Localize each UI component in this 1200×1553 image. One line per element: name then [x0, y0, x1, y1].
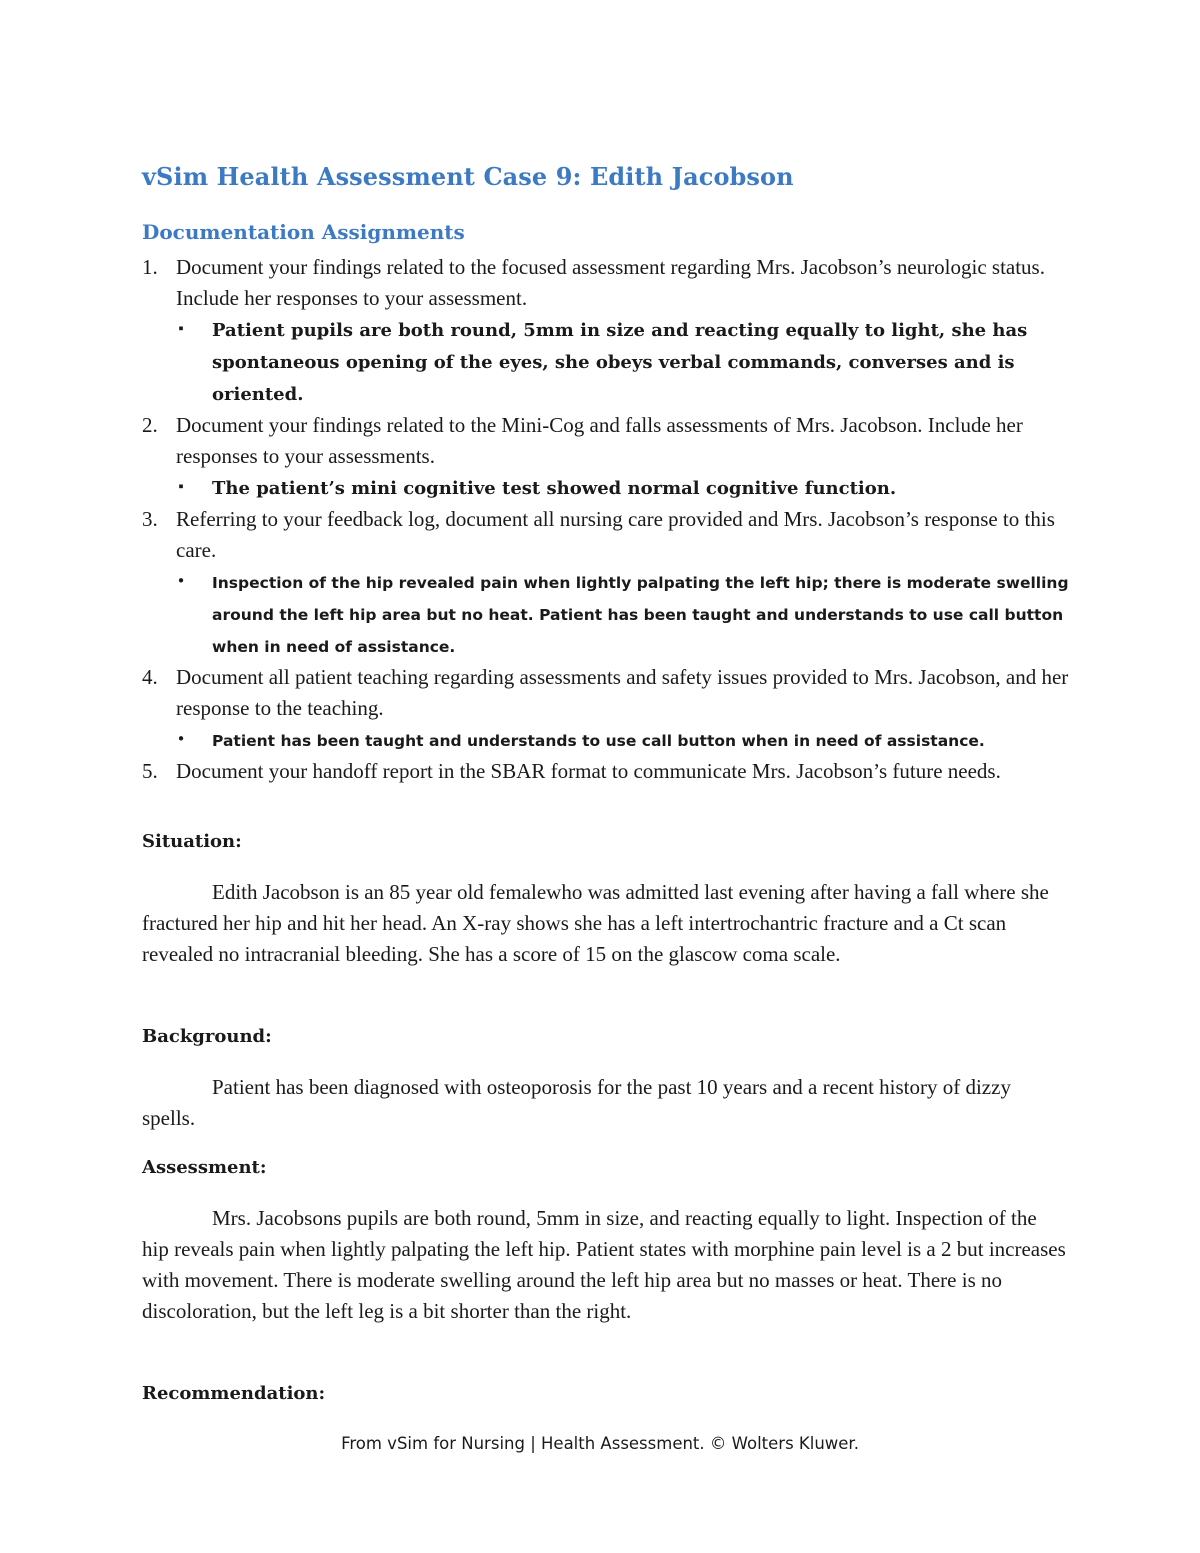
assignment-item-4 [142, 662, 1072, 724]
answer-text: Inspection of the hip revealed pain when lightly palpating the left hip; there is moderate swelling around the left hip area but no heat. Patient has been taught and understands to use call button when in need of assistance. [212, 574, 1069, 656]
answer-text: Patient pupils are both round, 5mm in size and reacting equally to light, she has spontaneous opening of the eyes, she obeys verbal commands, converses and is oriented. [212, 320, 1028, 405]
situation-heading: Situation: [142, 831, 242, 852]
section-heading: Documentation Assignments [142, 220, 465, 244]
item-number: 5. [142, 759, 158, 783]
assignment-question: Document your handoff report in the SBAR format to communicate Mrs. Jacobson’s future needs. [176, 759, 1001, 783]
item-number: 4. [142, 665, 158, 689]
assessment-heading: Assessment: [142, 1157, 267, 1178]
background-heading: Background: [142, 1026, 272, 1047]
bullet-icon: • [176, 572, 186, 590]
assignment-question: Document your findings related to the focused assessment regarding Mrs. Jacobson’s neurologic status. Include her responses to your assessment. [176, 255, 1045, 310]
recommendation-heading: Recommendation: [142, 1383, 326, 1404]
page-title: vSim Health Assessment Case 9: Edith Jacobson [142, 162, 794, 191]
bullet-icon: ▪ [178, 479, 184, 495]
assignment-answer-1 [142, 314, 1072, 410]
item-number: 1. [142, 255, 158, 279]
page-footer: From vSim for Nursing | Health Assessment. © Wolters Kluwer. [341, 1434, 859, 1453]
assignment-item-3 [142, 504, 1072, 566]
answer-text: Patient has been taught and understands to use call button when in need of assistance. [212, 732, 985, 750]
bullet-icon: ▪ [178, 321, 184, 337]
assignment-list [142, 252, 1072, 787]
assignment-question: Document your findings related to the Mini-Cog and falls assessments of Mrs. Jacobson. Include her responses to your assessments. [176, 413, 1023, 468]
assignment-item-5 [142, 756, 1072, 787]
assignment-answer-3 [142, 566, 1072, 662]
assignment-answer-4 [142, 724, 1072, 756]
background-text: Patient has been diagnosed with osteoporosis for the past 10 years and a recent history of dizzy spells. [142, 1075, 1011, 1130]
assignment-answer-2 [142, 472, 1072, 504]
assignment-question: Referring to your feedback log, document all nursing care provided and Mrs. Jacobson’s response to this care. [176, 507, 1055, 562]
answer-text: The patient’s mini cognitive test showed normal cognitive function. [212, 478, 897, 499]
item-number: 3. [142, 507, 158, 531]
assignment-item-2 [142, 410, 1072, 472]
bullet-icon: • [176, 730, 186, 748]
situation-text: Edith Jacobson is an 85 year old femalewho was admitted last evening after having a fall where she fractured her hip and hit her head. An X-ray shows she has a left intertrochantric fracture and a Ct scan revealed no intracranial bleeding. She has a score of 15 on the glascow coma scale. [142, 880, 1049, 966]
assessment-text: Mrs. Jacobsons pupils are both round, 5mm in size, and reacting equally to light. Inspection of the hip reveals pain when lightly palpating the left hip. Patient states with morphine pain level is a 2 but increases with movement. There is moderate swelling around the left hip area but no masses or heat. There is no discoloration, but the left leg is a bit shorter than the right. [142, 1206, 1066, 1323]
assignment-question: Document all patient teaching regarding assessments and safety issues provided to Mrs. Jacobson, and her response to the teaching. [176, 665, 1069, 720]
assignment-item-1 [142, 252, 1072, 314]
item-number: 2. [142, 413, 158, 437]
